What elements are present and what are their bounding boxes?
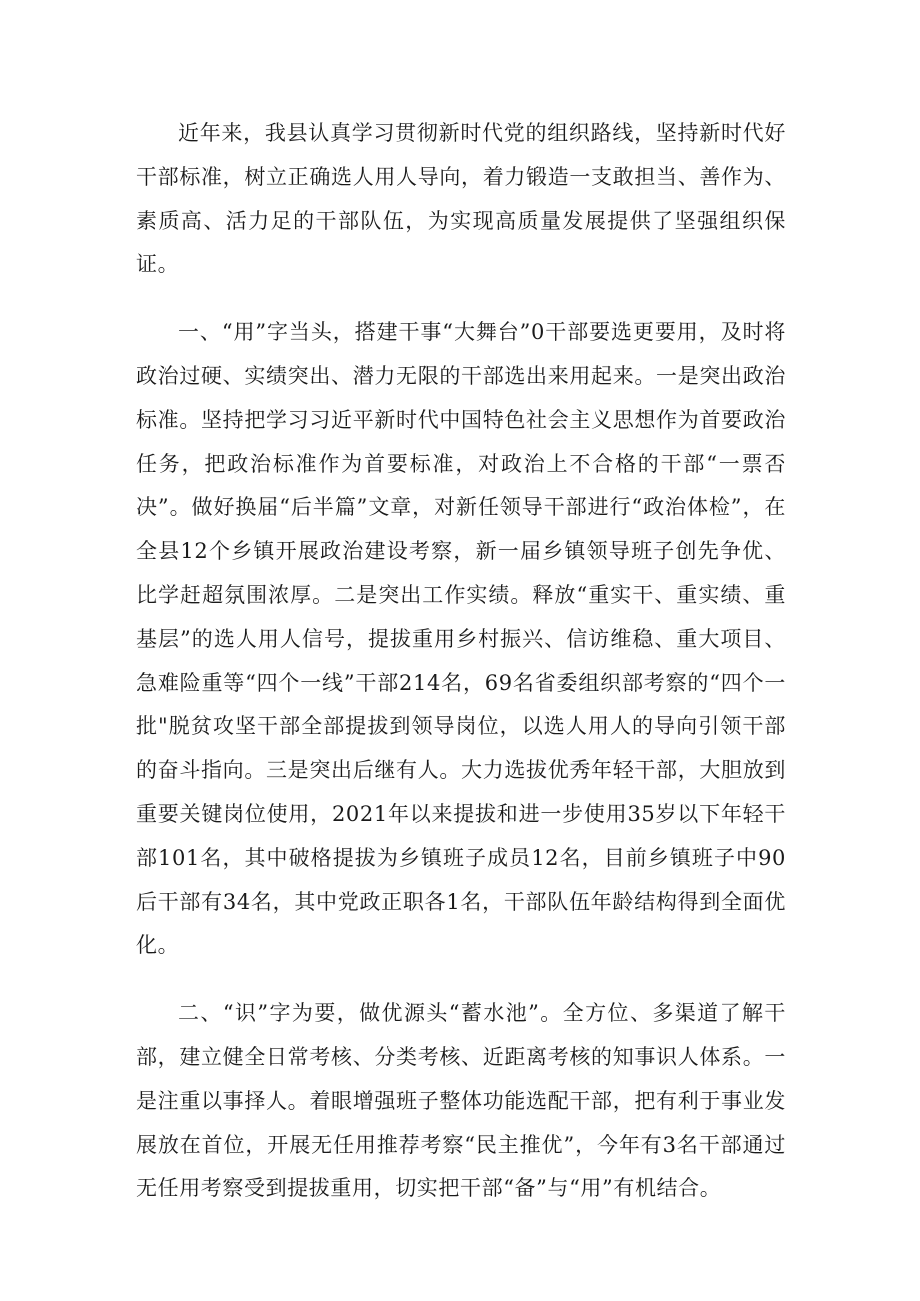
paragraph-section-two: 二、“识”字为要，做优源头“蓄水池”。全方位、多渠道了解干部，建立健全日常考核、分类考核、近距离考核的知事识人体系。一是注重以事择人。着眼增强班子整体功能选配干部，把有利于事业发展放在首位，开展无任用推荐考察“民主推优”，今年有3名干部通过无任用考察受到提拔重用，切实把干部“备”与“用”有机结合。 bbox=[136, 1001, 786, 1201]
paragraph-intro: 近年来，我县认真学习贯彻新时代党的组织路线，坚持新时代好干部标准，树立正确选人用人导向，着力锻造一支敢担当、善作为、素质高、活力足的干部队伍，为实现高质量发展提供了坚强组织保证。 bbox=[136, 121, 786, 277]
paragraph-section-one: 一、“用”字当头，搭建干事“大舞台”0干部要选更要用，及时将政治过硬、实绩突出、潜力无限的干部选出来用起来。一是突出政治标准。坚持把学习习近平新时代中国特色社会主义思想作为首要政治任务，把政治标准作为首要标准，对政治上不合格的干部“一票否决”。做好换届“后半篇”文章，对新任领导干部进行“政治体检”，在全县12个乡镇开展政治建设考察，新一届乡镇领导班子创先争优、比学赶超氛围浓厚。二是突出工作实绩。释放“重实干、重实绩、重基层”的选人用人信号，提拔重用乡村振兴、信访维稳、重大项目、急难险重等“四个一线”干部214名，69名省委组织部考察的“四个一批"脱贫攻坚干部全部提拔到领导岗位，以选人用人的导向引领干部的奋斗指向。三是突出后继有人。大力选拔优秀年轻干部，大胆放到重要关键岗位使用，2021年以来提拔和进一步使用35岁以下年轻干部101名，其中破格提拔为乡镇班子成员12名，目前乡镇班子中90后干部有34名，其中党政正职各1名，干部队伍年龄结构得到全面优化。 bbox=[136, 320, 786, 958]
document-body bbox=[136, 112, 786, 1211]
